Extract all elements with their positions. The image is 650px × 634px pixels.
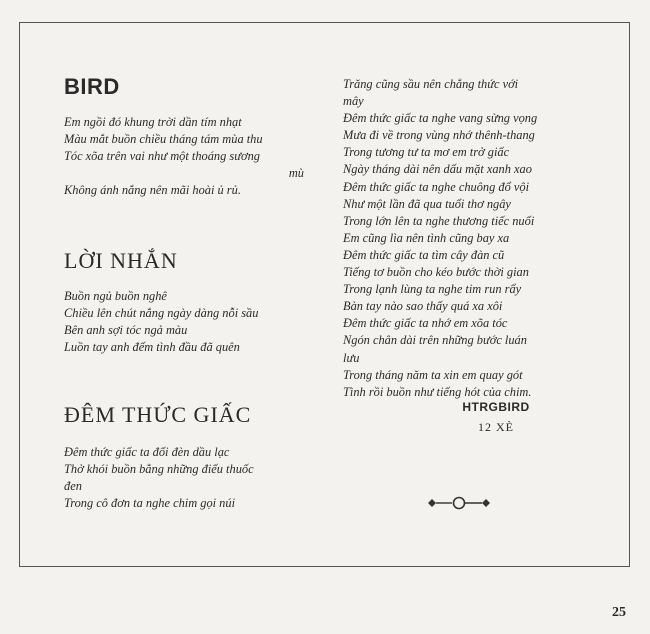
signature (436, 400, 556, 435)
verse-line: Ngón chân dài trên những bước luán (343, 333, 527, 348)
verse-line: Đêm thức giấc ta tìm cây đàn cũ (343, 247, 505, 262)
poem-loi-nhan-verse (64, 288, 258, 356)
verse-line: Bên anh sợi tóc ngả màu (64, 323, 188, 338)
poem-dem-thuc-giac-verse-right (343, 76, 588, 401)
verse-line: Đêm thức giấc ta đối đèn dầu lạc (64, 445, 230, 459)
verse-line: đen (64, 479, 82, 494)
verse-line: Đêm thức giấc ta nhớ em xõa tóc (343, 316, 508, 331)
verse-line: Ngày tháng dài nên dấu mặt xanh xao (343, 162, 532, 177)
verse-line: Tóc xõa trên vai như một thoáng sương (64, 149, 260, 164)
poem-title-dem-thuc-giac: ĐÊM THỨC GIẤC (64, 402, 252, 427)
verse-line: Buồn ngủ buồn nghê (64, 289, 167, 303)
verse-line: Không ánh nắng nên mãi hoài ủ rủ. (64, 183, 241, 198)
signature-date: 12 XÈ (478, 420, 514, 434)
poem-dem-thuc-giac (64, 402, 309, 512)
poem-bird (64, 74, 304, 199)
verse-line: Trong lớn lên ta nghe thương tiếc nuối (343, 213, 535, 228)
verse-line: Màu mắt buồn chiều tháng tám mùa thu (64, 132, 263, 147)
verse-line: Đêm thức giấc ta nghe chuông đổ vội (343, 179, 530, 194)
poem-title-bird: BIRD (64, 74, 120, 99)
verse-line: Trăng cũng sầu nên chẳng thức với (343, 77, 519, 91)
ornament-divider-icon (426, 495, 496, 511)
verse-line: Tiếng tơ buồn cho kéo bước thời gian (343, 265, 529, 280)
verse-line: Mưa đi về trong vùng nhớ thênh-thang (343, 128, 535, 143)
poem-loi-nhan (64, 248, 258, 356)
verse-line: Em ngồi đó khung trời dần tím nhạt (64, 115, 242, 129)
poem-dem-thuc-giac-continued (343, 76, 593, 401)
verse-line: Trong tương tư ta mơ em trở giấc (343, 145, 510, 160)
verse-line: Luồn tay anh đếm tình đầu đã quên (64, 340, 240, 355)
verse-line: Tình rồi buồn như tiếng hót của chim. (343, 384, 532, 399)
verse-line: Trong cô đơn ta nghe chim gọi núi (64, 496, 236, 511)
poem-bird-verse (64, 114, 304, 199)
page-number: 25 (612, 605, 626, 620)
verse-line: mây (343, 94, 364, 109)
verse-line: Thở khói buồn bằng những điếu thuốc (64, 462, 254, 477)
verse-line: Như một lần đã qua tuổi thơ ngây (343, 196, 511, 211)
poem-title-loi-nhan: LỜI NHẮN (64, 248, 178, 273)
verse-line: Chiều lên chút nắng ngày dàng nỗi sầu (64, 306, 259, 321)
verse-line: Bàn tay nào sao thấy quá xa xôi (343, 299, 503, 314)
verse-line: Đêm thức giấc ta nghe vang sừng vọng (343, 111, 538, 126)
verse-line: lưu (343, 350, 360, 365)
verse-line: mù (288, 166, 304, 181)
poem-dem-thuc-giac-verse-left (64, 444, 309, 512)
verse-line: Trong tháng năm ta xin em quay gót (343, 367, 523, 382)
verse-line: Em cũng lìa nên tình cũng bay xa (343, 230, 510, 245)
signature-name: HTRGBIRD (462, 400, 530, 414)
verse-line: Trong lạnh lùng ta nghe tim run rẩy (343, 282, 522, 297)
